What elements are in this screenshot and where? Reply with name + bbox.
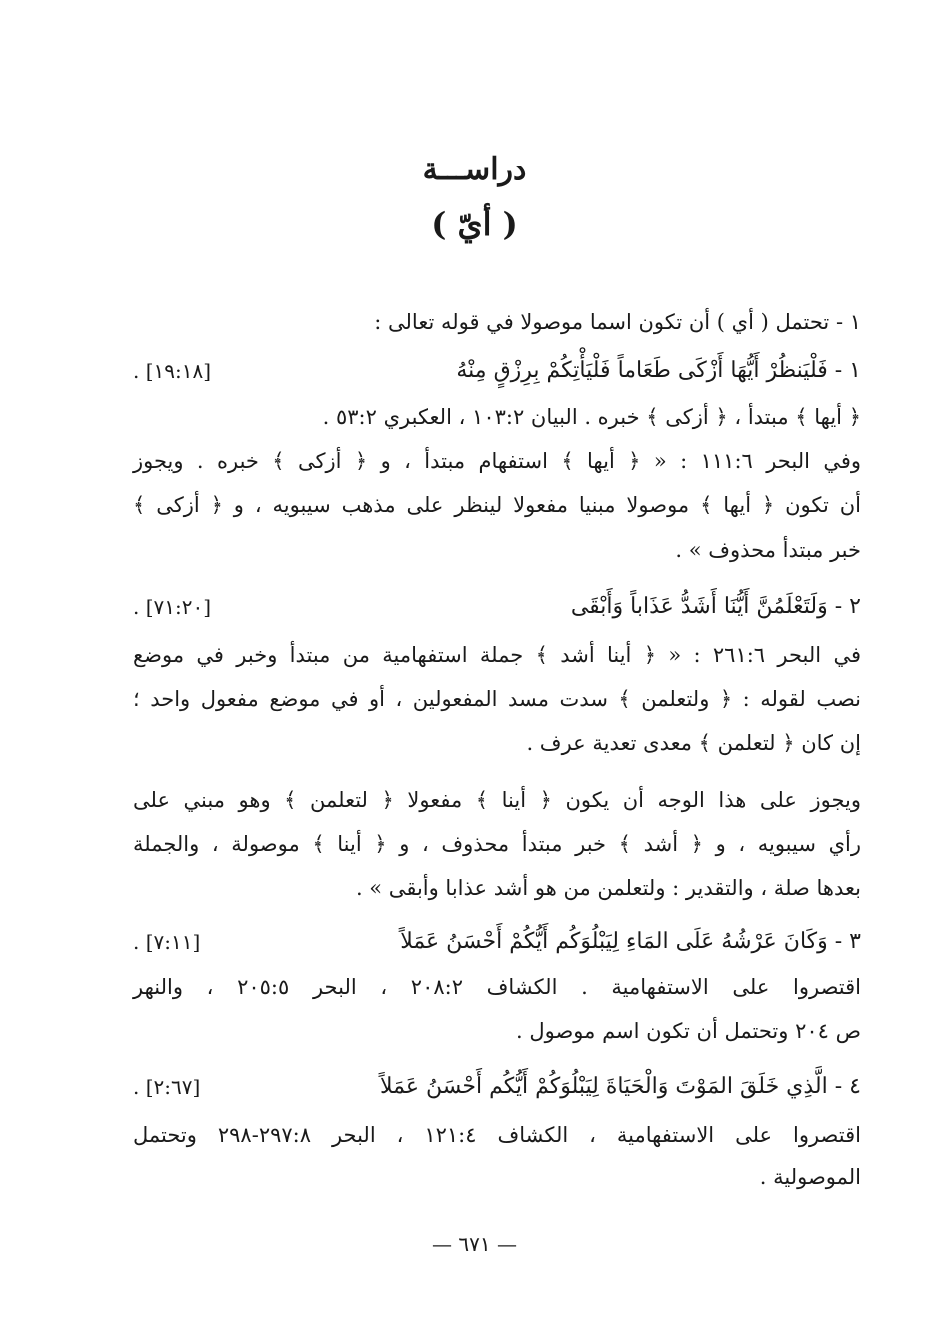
verse-reference: [٢:٦٧] . [133, 1075, 201, 1099]
text-line: بعدها صلة ، والتقدير : ولتعلمن من هو أشد عذابا وأبقى » . [355, 876, 861, 900]
intro-line: ١ - تحتمل ( أي ) أن تكون اسما موصولا في قوله تعالى : [374, 310, 861, 334]
text-line: رأي سيبويه ، و ﴿ أشد ﴾ خبر مبتدأ محذوف ، و ﴿ أينا ﴾ موصولة ، والجملة [133, 832, 861, 856]
text-line: ويجوز على هذا الوجه أن يكون ﴿ أينا ﴾ مفعولا ﴿ لتعلمن ﴾ وهو مبني على [133, 788, 861, 812]
text-line: إن كان ﴿ لتعلمن ﴾ معدى تعدية عرف . [526, 731, 861, 755]
verse-1 [133, 354, 861, 388]
text-line: خبر مبتدأ محذوف » . [675, 538, 861, 562]
verse-text: ٢ - وَلَتَعْلَمُنَّ أَيُّنَا أَشَدُّ عَذَاباً وَأَبْقَى [570, 594, 861, 619]
page-number: — ٦٧١ — [432, 1232, 517, 1256]
text-line: أن تكون ﴿ أيها ﴾ موصولا مبنيا مفعولا لينظر على مذهب سيبويه ، و ﴿ أزكى ﴾ [133, 493, 861, 517]
text-line: وفي البحر ١١١:٦ : « ﴿ أيها ﴾ استفهام مبتدأ ، و ﴿ أزكى ﴾ خبره . ويجوز [133, 449, 861, 473]
verse-reference: [٧:١١] . [133, 930, 201, 954]
verse-4 [133, 1070, 861, 1104]
verse-reference: [٧١:٢٠] . [133, 595, 212, 619]
verse-text: ٤ - الَّذِي خَلَقَ المَوْتَ وَالْحَيَاةَ لِيَبْلُوَكُمْ أَيُّكُم أَحْسَنُ عَمَلاً [380, 1074, 861, 1099]
text-line: اقتصروا على الاستفهامية ، الكشاف ١٢١:٤ ، البحر ٢٩٧:٨-٢٩٨ وتحتمل [133, 1123, 861, 1147]
section-title: دراســـة [422, 152, 527, 187]
text-line: نصب لقوله : ﴿ ولتعلمن ﴾ سدت مسد المفعولين ، أو في موضع مفعول واحد ؛ [133, 687, 862, 711]
verse-text: ٣ - وَكَانَ عَرْشُهُ عَلَى المَاءِ لِيَبْلُوَكُم أَيُّكُمْ أَحْسَنُ عَمَلاً [400, 929, 861, 954]
text-line: الموصولية . [759, 1165, 861, 1189]
verse-reference: [١٩:١٨] . [133, 359, 212, 383]
text-line: ص ٢٠٤ وتحتمل أن تكون اسم موصول . [516, 1019, 861, 1043]
text-line: ﴿ أيها ﴾ مبتدأ ، ﴿ أزكى ﴾ خبره . البيان ١٠٣:٢ ، العكبري ٥٣:٢ . [322, 405, 861, 429]
verse-3 [133, 925, 861, 959]
verse-text: ١ - فَلْيَنظُرْ أَيُّهَا أَزْكَى طَعَاماً فَلْيَأْتِكُمْ بِرِزْقٍ مِنْهُ [456, 358, 861, 383]
text-line: في البحر ٢٦١:٦ : « ﴿ أينا أشد ﴾ جملة استفهامية من مبتدأ وخبر في موضع [133, 643, 861, 667]
verse-2 [133, 590, 861, 624]
text-line: اقتصروا على الاستفهامية . الكشاف ٢٠٨:٢ ، البحر ٢٠٥:٥ ، والنهر [133, 975, 861, 999]
section-subtitle: ( أيّ ) [431, 205, 518, 243]
